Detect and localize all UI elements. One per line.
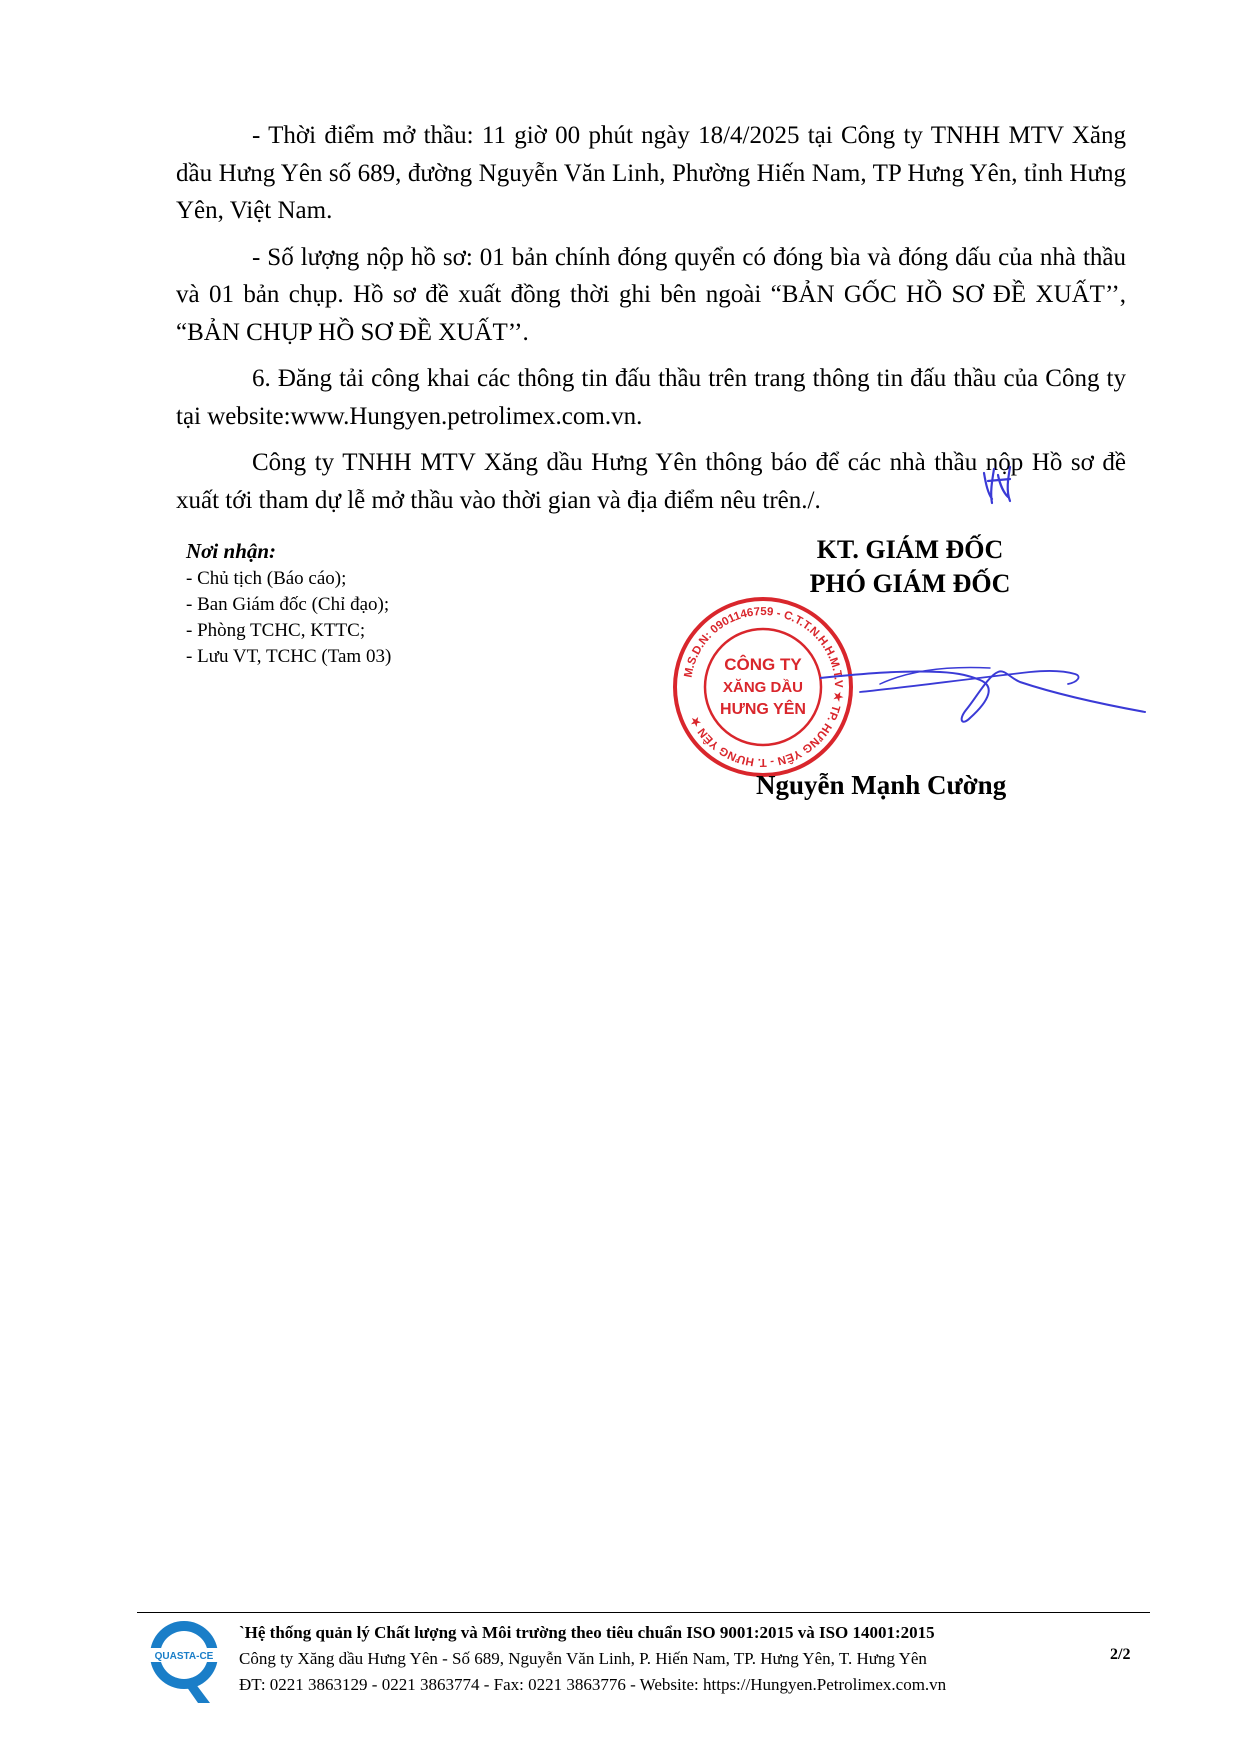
- signature-title-line1: KT. GIÁM ĐỐC: [816, 535, 1004, 564]
- recipient-item: - Chủ tịch (Báo cáo);: [186, 568, 347, 589]
- page-number: 2/2: [1110, 1646, 1131, 1663]
- quasta-ce-logo-text: QUASTA-CE: [154, 1651, 214, 1662]
- footer-address: Công ty Xăng dầu Hưng Yên - Số 689, Nguyễn Văn Linh, P. Hiến Nam, TP. Hưng Yên, T. Hưng Yên: [239, 1649, 927, 1668]
- recipients-block: [186, 538, 391, 670]
- handwritten-initials: [980, 463, 1020, 508]
- paragraph-publication: 6. Đăng tải công khai các thông tin đấu thầu trên trang thông tin đấu thầu của Công ty tại website:www.Hungyen.petrolimex.com.vn.: [176, 365, 1126, 430]
- recipient-item: - Phòng TCHC, KTTC;: [186, 620, 366, 641]
- seal-center-line2: XĂNG DẦU: [722, 679, 804, 696]
- footer-text: [239, 1620, 946, 1698]
- paragraph-opening-time: - Thời điểm mở thầu: 11 giờ 00 phút ngày 18/4/2025 tại Công ty TNHH MTV Xăng dầu Hưng Yên số 689, đường Nguyễn Văn Linh, Phường Hiến Nam, TP Hưng Yên, tỉnh Hưng Yên, Việt Nam.: [176, 122, 1126, 224]
- recipients-title: Nơi nhận:: [186, 539, 277, 563]
- signature-title-line2: PHÓ GIÁM ĐỐC: [809, 569, 1011, 598]
- signature-title-block: [720, 533, 1100, 601]
- seal-center-line3: HƯNG YÊN: [720, 701, 806, 718]
- quasta-ce-logo: [148, 1617, 220, 1707]
- handwritten-signature: [820, 640, 1150, 750]
- recipient-item: - Lưu VT, TCHC (Tam 03): [186, 646, 392, 667]
- footer-quality-system: `Hệ thống quản lý Chất lượng và Môi trường theo tiêu chuẩn ISO 9001:2015 và ISO 14001:2015: [239, 1623, 935, 1642]
- paragraph-submission-quantity: - Số lượng nộp hồ sơ: 01 bản chính đóng quyển có đóng bìa và đóng dấu của nhà thầu và 01 bản chụp. Hồ sơ đề xuất đồng thời ghi bên ngoài “BẢN GỐC HỒ SƠ ĐỀ XUẤT’’, “BẢN CHỤP HỒ SƠ ĐỀ XUẤT’’.: [176, 243, 1126, 346]
- footer-contact: ĐT: 0221 3863129 - 0221 3863774 - Fax: 0221 3863776 - Website: https://Hungyen.Petrolimex.com.vn: [239, 1675, 947, 1694]
- signer-name: Nguyễn Mạnh Cường: [756, 770, 1007, 800]
- paragraph-closing-notice: Công ty TNHH MTV Xăng dầu Hưng Yên thông báo để các nhà thầu nộp Hồ sơ đề xuất tới tham dự lễ mở thầu vào thời gian và địa điểm nêu trên./.: [176, 449, 1126, 514]
- seal-ring-text: M.S.D.N: 0901146759 - C.T.T.N.H.H.M.T.V ★ TP. HƯNG YÊN - T. HƯNG YÊN ★: [682, 605, 845, 769]
- recipient-item: - Ban Giám đốc (Chỉ đạo);: [186, 594, 390, 615]
- seal-center-line1: CÔNG TY: [724, 655, 802, 674]
- footer-divider: [137, 1612, 1150, 1613]
